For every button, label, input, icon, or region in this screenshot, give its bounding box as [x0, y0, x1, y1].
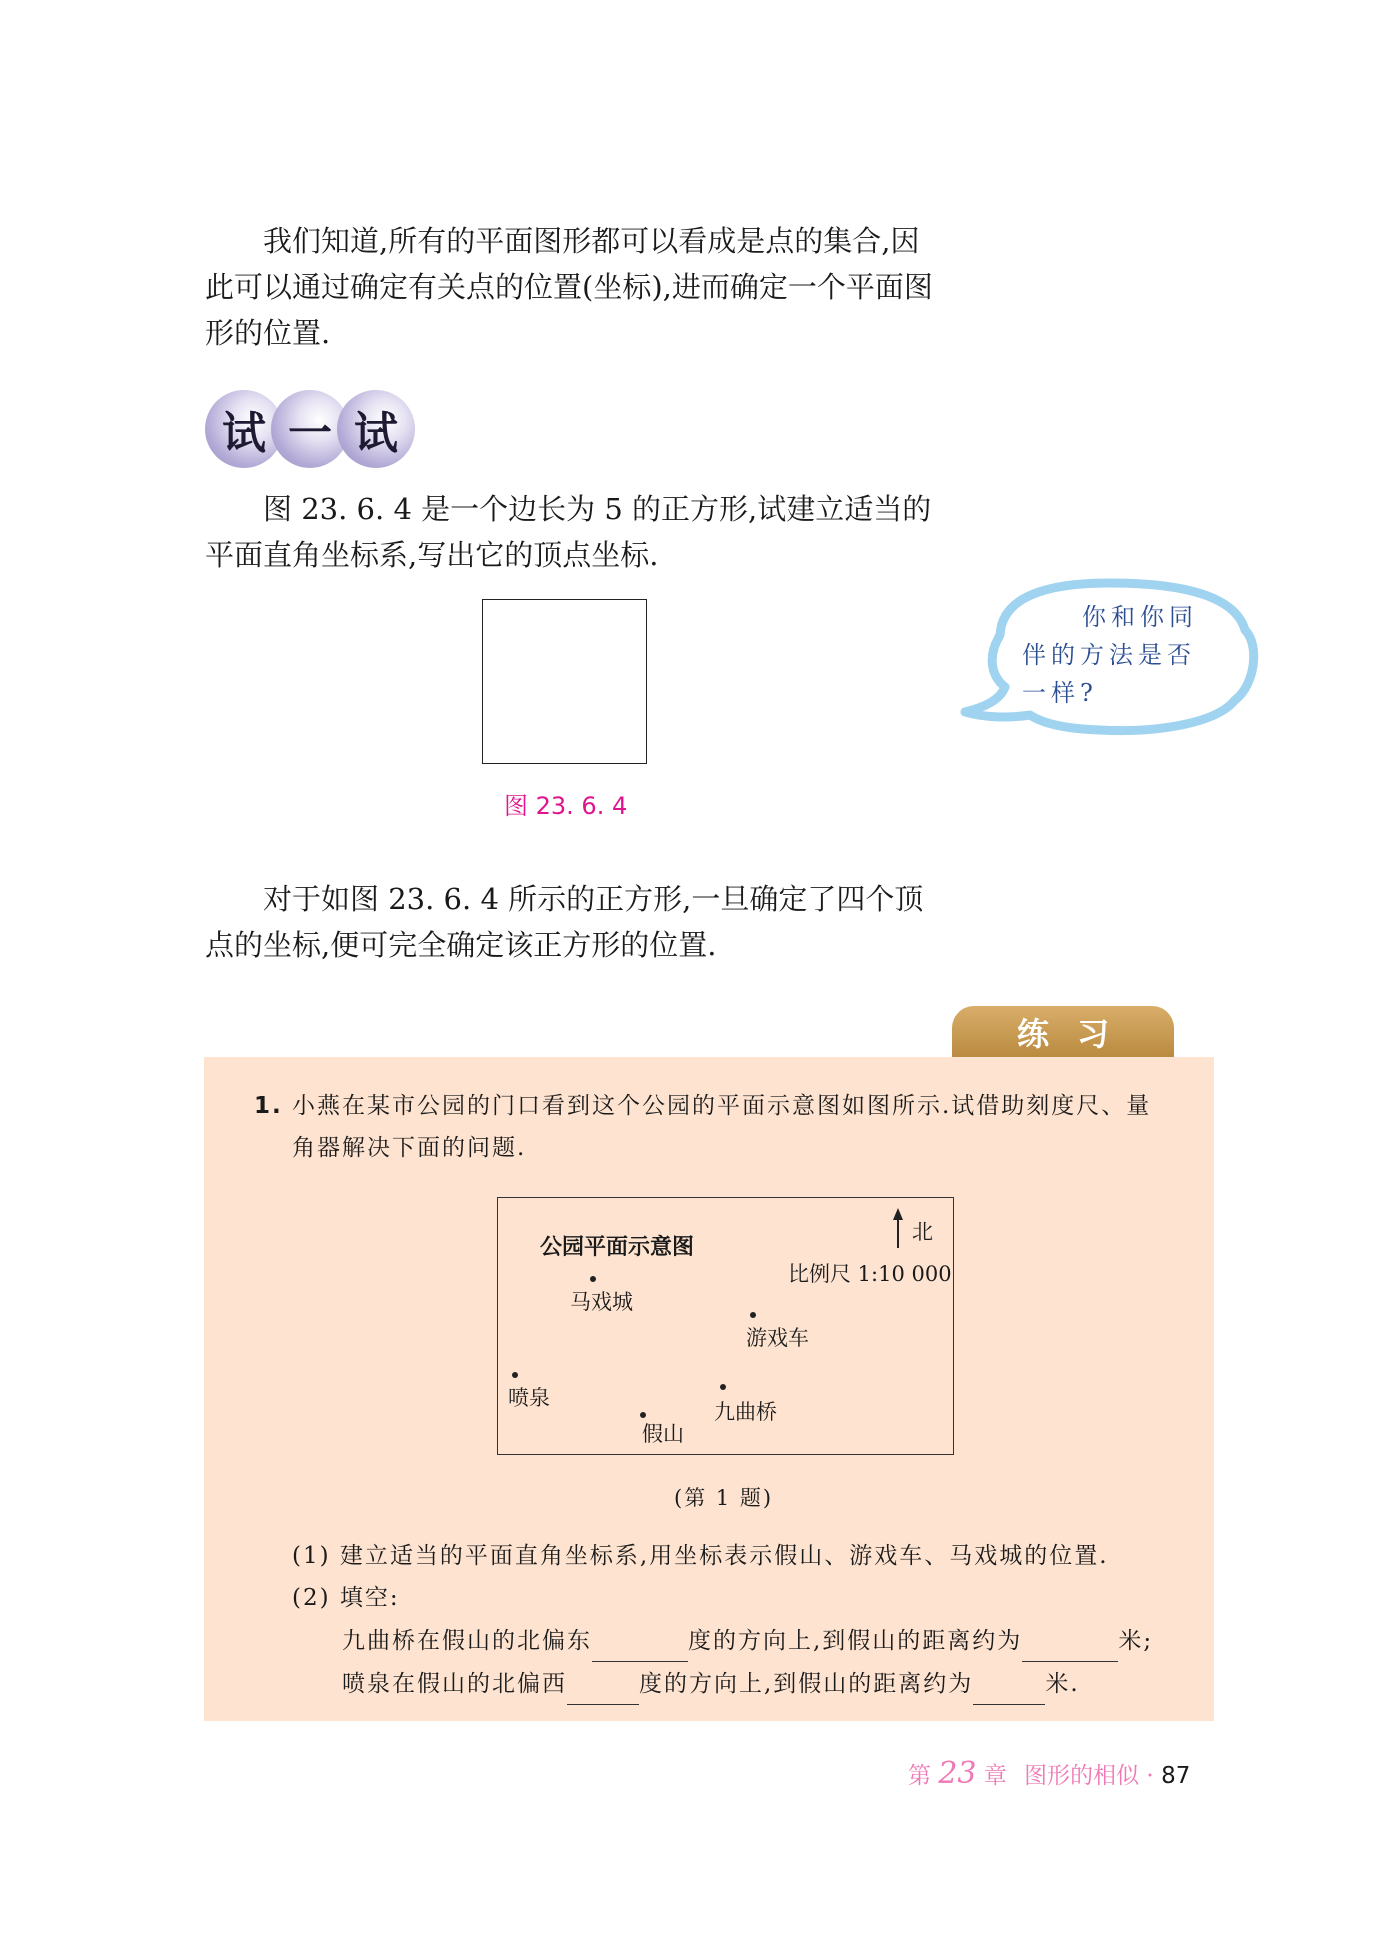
north-label: 北: [912, 1220, 933, 1244]
fountain-dot: [512, 1372, 518, 1378]
map-scale: 比例尺 1:10 000: [788, 1262, 952, 1286]
place-fountain: 喷泉: [508, 1386, 550, 1410]
bubble-line-3: 一样?: [1022, 679, 1098, 707]
question-number: 1.: [254, 1093, 283, 1119]
bubble-line-2: 伴的方法是否: [1022, 641, 1196, 669]
place-rides: 游戏车: [746, 1326, 809, 1350]
figure-caption: 图 23. 6. 4: [504, 792, 628, 820]
page-number: 87: [1161, 1763, 1191, 1789]
figure-square: [482, 599, 647, 764]
chapter-number: 23: [938, 1756, 977, 1791]
north-arrow-icon: [891, 1206, 905, 1250]
page-footer: [908, 1756, 1190, 1791]
park-map: [497, 1197, 954, 1455]
place-bridge: 九曲桥: [714, 1400, 777, 1424]
sub-question-2-label: (2) 填空:: [292, 1585, 400, 1611]
try-badge-char: 试: [205, 390, 283, 468]
answer-blank[interactable]: [973, 1674, 1045, 1705]
try-badge-char: 试: [337, 390, 415, 468]
fill-line-2: [342, 1663, 1080, 1705]
practice-box: [204, 1057, 1214, 1721]
place-circus: 马戏城: [570, 1290, 633, 1314]
fill-1-part-a: 九曲桥在假山的北偏东: [342, 1628, 592, 1654]
map-title: 公园平面示意图: [540, 1235, 695, 1260]
fill-2-part-c: 米.: [1045, 1671, 1080, 1697]
chapter-title: 图形的相似 ·: [1024, 1763, 1154, 1789]
rides-dot: [750, 1312, 756, 1318]
answer-blank[interactable]: [1022, 1631, 1118, 1662]
try-badge-char: 一: [271, 390, 349, 468]
fill-2-part-a: 喷泉在假山的北偏西: [342, 1671, 567, 1697]
conclusion-paragraph: 对于如图 23. 6. 4 所示的正方形,一旦确定了四个顶点的坐标,便可完全确定该正方形的位置.: [205, 882, 924, 962]
bubble-line-1: 你和你同: [1082, 603, 1198, 631]
fill-line-1: [342, 1620, 1153, 1662]
fill-1-part-b: 度的方向上,到假山的距离约为: [688, 1628, 1023, 1654]
question-text-line2: 角器解决下面的问题.: [292, 1135, 527, 1161]
place-rockery: 假山: [642, 1422, 684, 1446]
practice-tab: 练习: [952, 1006, 1174, 1058]
bridge-dot: [720, 1384, 726, 1390]
fill-2-part-b: 度的方向上,到假山的距离约为: [639, 1671, 974, 1697]
map-caption: (第 1 题): [674, 1486, 774, 1510]
chapter-prefix: 第: [908, 1763, 931, 1789]
sub-question-1: (1) 建立适当的平面直角坐标系,用坐标表示假山、游戏车、马戏城的位置.: [292, 1543, 1109, 1569]
try-section-heading: [205, 390, 403, 468]
answer-blank[interactable]: [567, 1674, 639, 1705]
chapter-suffix: 章: [983, 1763, 1007, 1789]
answer-blank[interactable]: [592, 1631, 688, 1662]
fill-1-part-c: 米;: [1118, 1628, 1154, 1654]
circus-dot: [590, 1276, 596, 1282]
question-text-line1: 小燕在某市公园的门口看到这个公园的平面示意图如图所示.试借助刻度尺、量: [292, 1093, 1152, 1119]
intro-paragraph: 我们知道,所有的平面图形都可以看成是点的集合,因此可以通过确定有关点的位置(坐标),进而确定一个平面图形的位置.: [205, 224, 933, 350]
try-paragraph: 图 23. 6. 4 是一个边长为 5 的正方形,试建立适当的平面直角坐标系,写出它的顶点坐标.: [205, 492, 932, 572]
